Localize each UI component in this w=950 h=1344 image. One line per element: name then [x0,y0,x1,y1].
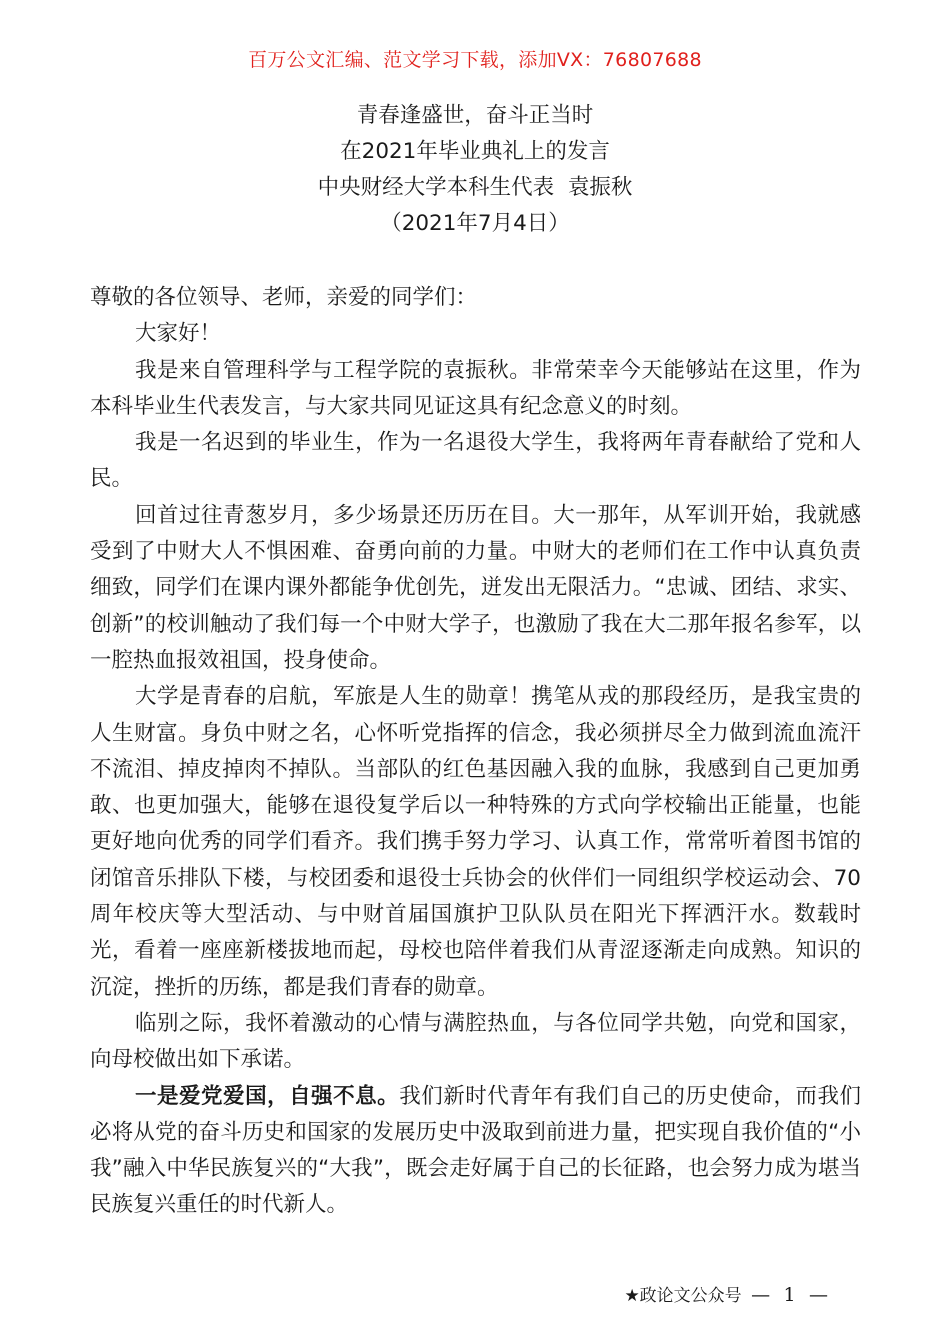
speech-body [90,280,861,1224]
paragraph-6-text: 我们新时代青年有我们自己的历史使命，而我们必将从党的奋斗历史和国家的发展历史中汲取到前进力量，把实现自我价值的“小我”融入中华民族复兴的“大我”，既会走好属于自己的长征路，也会努力成为堪当民族复兴重任的时代新人。 [90,1083,861,1218]
page-number: 1 [783,1284,796,1306]
footer-source: ★政论文公众号 [624,1286,742,1306]
speech-date: （2021年7月4日） [380,211,570,236]
title-block [0,98,950,242]
speech-title: 青春逢盛世，奋斗正当时 [356,103,594,128]
footer-dash-right: — [809,1284,828,1306]
paragraph-6 [90,1079,861,1224]
paragraph-1: 我是来自管理科学与工程学院的袁振秋。非常荣幸今天能够站在这里，作为本科毕业生代表发言，与大家共同见证这具有纪念意义的时刻。 [90,357,861,419]
header-banner: 百万公文汇编、范文学习下载，添加VX：76807688 [248,49,702,71]
paragraph-3: 回首过往青葱岁月，多少场景还历历在目。大一那年，从军训开始，我就感受到了中财大人不惧困难、奋勇向前的力量。中财大的老师们在工作中认真负责细致，同学们在课内课外都能争优创先，迸发出无限活力。“忠诚、团结、求实、创新”的校训触动了我们每一个中财大学子，也激励了我在大二那年报名参军，以一腔热血报效祖国，投身使命。 [90,502,861,673]
speech-occasion: 在2021年毕业典礼上的发言 [340,139,610,164]
paragraph-4: 大学是青春的启航，军旅是人生的勋章！携笔从戎的那段经历，是我宝贵的人生财富。身负中财之名，心怀听党指挥的信念，我必须拼尽全力做到流血流汗不流泪、掉皮掉肉不掉队。当部队的红色基因融入我的血脉，我感到自己更加勇敢、也更加强大，能够在退役复学后以一种特殊的方式向学校输出正能量，也能更好地向优秀的同学们看齐。我们携手努力学习、认真工作，常常听着图书馆的闭馆音乐排队下楼，与校团委和退役士兵协会的伙伴们一同组织学校运动会、70周年校庆等大型活动、与中财首届国旗护卫队队员在阳光下挥洒汗水。数载时光，看着一座座新楼拔地而起，母校也陪伴着我们从青涩逐渐走向成熟。知识的沉淀，挫折的历练，都是我们青春的勋章。 [90,684,861,1000]
footer-dash-left: — [751,1284,771,1306]
speaker-line: 中央财经大学本科生代表 袁振秋 [317,175,633,200]
paragraph-5: 临别之际，我怀着激动的心情与满腔热血，与各位同学共勉，向党和国家，向母校做出如下承诺。 [90,1010,861,1073]
paragraph-6-lead: 一是爱党爱国，自强不息。 [135,1083,400,1109]
salutation: 尊敬的各位领导、老师，亲爱的同学们： [90,285,478,310]
paragraph-2: 我是一名迟到的毕业生，作为一名退役大学生，我将两年青春献给了党和人民。 [90,430,861,492]
page-footer [624,1283,832,1308]
greeting: 大家好！ [135,321,222,347]
